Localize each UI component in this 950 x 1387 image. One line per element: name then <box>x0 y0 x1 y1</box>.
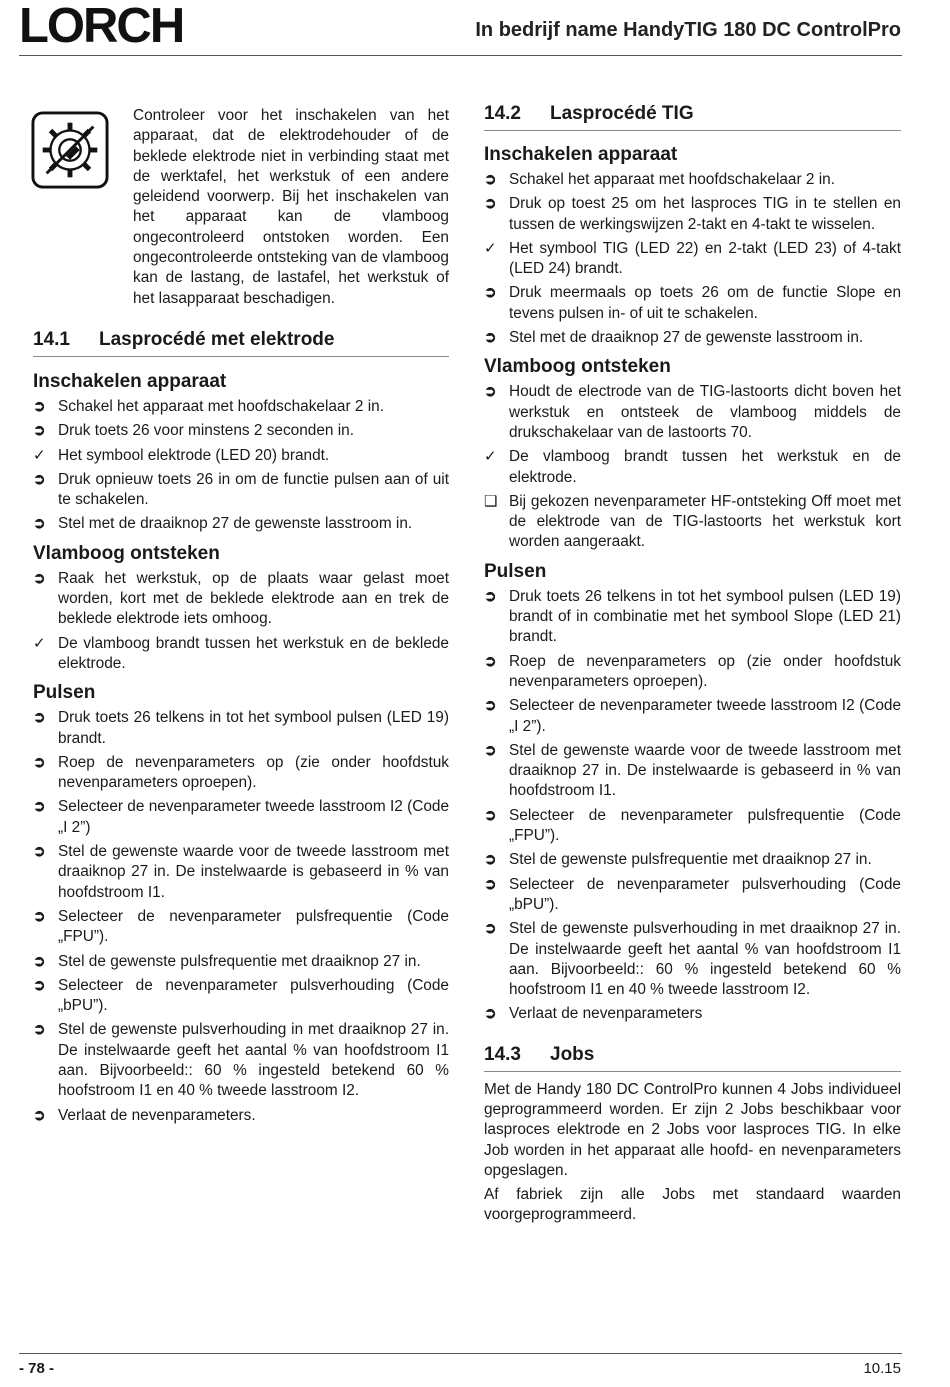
list-item: ✓ De vlamboog brandt tussen het werkstuk en de beklede elektrode. <box>33 634 449 672</box>
subheading-pulsen: Pulsen <box>33 682 96 704</box>
arrow-icon: ➲ <box>33 907 46 925</box>
arrow-icon: ➲ <box>484 806 497 824</box>
list-item: ➲ Druk op toest 25 om het lasproces TIG in te stellen en tussen de werkingswijzen 2-takt en 4-takt te wisselen. <box>484 195 901 233</box>
arrow-icon: ➲ <box>484 697 497 715</box>
arrow-icon: ➲ <box>33 470 46 488</box>
jobs-paragraph: Met de Handy 180 DC ControlPro kunnen 4 Jobs individueel geprogrammeerd worden. Er zijn 2 Jobs beschikbaar voor lasproces elektrode en 2 Jobs voor lasproces TIG. In elke Job worden in het apparaat alle hoofd- en nevenparameters opgeslagen. <box>484 1080 901 1179</box>
arrow-icon: ➲ <box>484 875 497 893</box>
safety-warning-text: Controleer voor het inschakelen van het apparaat, dat de elektrodehouder of de beklede elektrode niet in verbinding staat met de werktafel, het werkstuk of een andere geleidend voorwerp. Bij het inschakelen van het apparaat kan de vlamboog ongecontroleerd ontstoken worden. Een ongecontroleerde ontsteking van de vlamboog kan de lastang, de lastafel, het werkstuk of het lasapparaat beschadigen. <box>133 107 449 307</box>
subheading-inschakelen: Inschakelen apparaat <box>33 371 227 392</box>
list-item: ➲ Raak het werkstuk, op de plaats waar gelast moet worden, kort met de beklede elektrode aan en trek de beklede elektrode iets omhoog. <box>33 569 449 628</box>
list-item: ➲ Selecteer de nevenparameter pulsverhouding (Code „bPU”). <box>33 976 449 1015</box>
list-item: ➲ Roep de nevenparameters op (zie onder hoofdstuk nevenparameters oproepen). <box>484 652 901 690</box>
list-item: ➲ Schakel het apparaat met hoofdschakelaar 2 in. <box>33 397 449 417</box>
arrow-icon: ➲ <box>484 383 497 401</box>
list-item: ➲ Stel met de draaiknop 27 de gewenste lasstroom in. <box>33 514 449 534</box>
arrow-icon: ➲ <box>484 920 497 938</box>
list-item: ➲ Selecteer de nevenparameter pulsverhouding (Code „bPU”). <box>484 875 901 913</box>
arrow-icon: ➲ <box>33 976 46 994</box>
footer-divider <box>19 1353 902 1354</box>
arrow-icon: ➲ <box>33 843 46 861</box>
arrow-icon: ➲ <box>33 1021 46 1039</box>
right-column <box>484 102 901 1226</box>
list-item: ➲ Stel de gewenste waarde voor de tweede lasstroom met draaiknop 27 in. De instelwaarde is gebaseerd in % van hoofdstroom I1. <box>33 843 449 901</box>
arrow-icon: ➲ <box>484 587 497 605</box>
arrow-icon: ➲ <box>484 329 497 347</box>
arrow-icon: ➲ <box>33 569 46 587</box>
arrow-icon: ➲ <box>484 851 497 869</box>
arrow-icon: ➲ <box>484 171 497 188</box>
arrow-icon: ➲ <box>33 422 46 440</box>
arrow-icon: ➲ <box>484 284 497 302</box>
list-item: ➲ Verlaat de nevenparameters. <box>33 1106 449 1126</box>
list-item: ➲ Druk toets 26 voor minstens 2 seconden in. <box>33 421 449 441</box>
list-item: ➲ Stel de gewenste waarde voor de tweede lasstroom met draaiknop 27 in. De instelwaarde is gebaseerd in % van hoofdstroom I1. <box>484 741 901 800</box>
arrow-icon: ➲ <box>33 952 46 970</box>
arrow-icon: ➲ <box>484 1005 497 1023</box>
list-item: ✓ De vlamboog brandt tussen het werkstuk en de elektrode. <box>484 448 901 486</box>
check-icon: ✓ <box>484 448 497 466</box>
arrow-icon: ➲ <box>33 709 46 727</box>
subheading-inschakelen: Inschakelen apparaat <box>484 144 678 165</box>
section-heading-14-1: 14.1 Lasprocédé met elektrode <box>33 328 449 357</box>
list-item: ➲ Selecteer de nevenparameter pulsfrequentie (Code „FPU”). <box>484 806 901 845</box>
list-item: ➲ Stel met de draaiknop 27 de gewenste lasstroom in. <box>484 328 901 348</box>
subheading-vlamboog: Vlamboog ontsteken <box>33 542 220 564</box>
document-title: In bedrijf name HandyTIG 180 DC ControlPro <box>475 19 901 41</box>
subheading-vlamboog: Vlamboog ontsteken <box>484 356 671 378</box>
list-item: ✓ Het symbool elektrode (LED 20) brandt. <box>33 446 449 466</box>
list-item: ➲ Verlaat de nevenparameters <box>484 1004 901 1024</box>
check-icon: ✓ <box>33 634 46 652</box>
list-item: ➲ Druk opnieuw toets 26 in om de functie pulsen aan of uit te schakelen. <box>33 470 449 509</box>
list-item: ❑ Bij gekozen nevenparameter HF-ontsteking Off moet met de elektrode van de TIG-lastoorts het werkstuk kort worden aangeraakt. <box>484 492 901 551</box>
jobs-paragraph: Af fabriek zijn alle Jobs met standaard waarden voorgeprogrammeerd. <box>484 1186 901 1224</box>
list-item: ➲ Schakel het apparaat met hoofdschakelaar 2 in. <box>484 170 901 190</box>
arrow-icon: ➲ <box>33 798 46 816</box>
checkbox-icon: ❑ <box>484 492 498 510</box>
list-item: ➲ Selecteer de nevenparameter tweede lasstroom I2 (Code „I 2”) <box>33 798 449 836</box>
list-item: ➲ Druk toets 26 telkens in tot het symbool pulsen (LED 19) brandt of in combinatie met het symbool Slope (LED 21) brandt. <box>484 587 901 646</box>
arrow-icon: ➲ <box>33 1106 46 1124</box>
left-column <box>33 328 449 1126</box>
list-item: ➲ Stel de gewenste pulsverhouding in met draaiknop 27 in. De instelwaarde geeft het aantal % van hoofdstroom I1 aan. Bijvoorbeeld:: 60 % ingesteld betekend 60 % hoofstroom I1 en 40 % tweede lasstroom I2. <box>484 920 901 999</box>
document-version: 10.15 <box>863 1360 901 1377</box>
list-item: ➲ Selecteer de nevenparameter pulsfrequentie (Code „FPU”). <box>33 907 449 946</box>
list-item: ➲ Houdt de electrode van de TIG-lastoorts dicht boven het werkstuk en ontsteek de vlamboog middels de drukschakelaar van de lastoorts 70. <box>484 383 901 441</box>
list-item: ✓ Het symbool TIG (LED 22) en 2-takt (LED 23) of 4-takt (LED 24) brandt. <box>484 239 901 278</box>
arrow-icon: ➲ <box>484 652 497 670</box>
list-item: ➲ Stel de gewenste pulsfrequentie met draaiknop 27 in. <box>33 952 449 972</box>
header-divider <box>19 55 902 56</box>
lorch-logo: LORCH <box>19 0 184 53</box>
list-item: ➲ Druk meermaals op toets 26 om de functie Slope en tevens pulsen in- of uit te schakelen. <box>484 284 901 322</box>
section-heading-14-3: 14.3 Jobs <box>484 1043 901 1072</box>
list-item: ➲ Druk toets 26 telkens in tot het symbool pulsen (LED 19) brandt. <box>33 709 449 747</box>
list-item: ➲ Stel de gewenste pulsfrequentie met draaiknop 27 in. <box>484 850 901 870</box>
arrow-icon: ➲ <box>33 398 46 415</box>
page-number: - 78 - <box>19 1360 55 1377</box>
section-heading-14-2: 14.2 Lasprocédé TIG <box>484 102 901 131</box>
machine-warning-icon <box>31 111 109 189</box>
subheading-pulsen: Pulsen <box>484 560 547 582</box>
list-item: ➲ Stel de gewenste pulsverhouding in met draaiknop 27 in. De instelwaarde geeft het aantal % van hoofdstroom I1 aan. Bijvoorbeeld:: 60 % ingesteld betekend 60 % hoofstroom I1 en 40 % tweede lasstroom I2. <box>33 1021 449 1100</box>
arrow-icon: ➲ <box>484 195 497 213</box>
arrow-icon: ➲ <box>33 515 46 533</box>
list-item: ➲ Selecteer de nevenparameter tweede lasstroom I2 (Code „I 2”). <box>484 697 901 735</box>
check-icon: ✓ <box>484 239 497 257</box>
arrow-icon: ➲ <box>484 741 497 759</box>
page-header <box>0 0 950 60</box>
check-icon: ✓ <box>33 446 46 464</box>
arrow-icon: ➲ <box>33 753 46 771</box>
list-item: ➲ Roep de nevenparameters op (zie onder hoofdstuk nevenparameters oproepen). <box>33 753 449 792</box>
